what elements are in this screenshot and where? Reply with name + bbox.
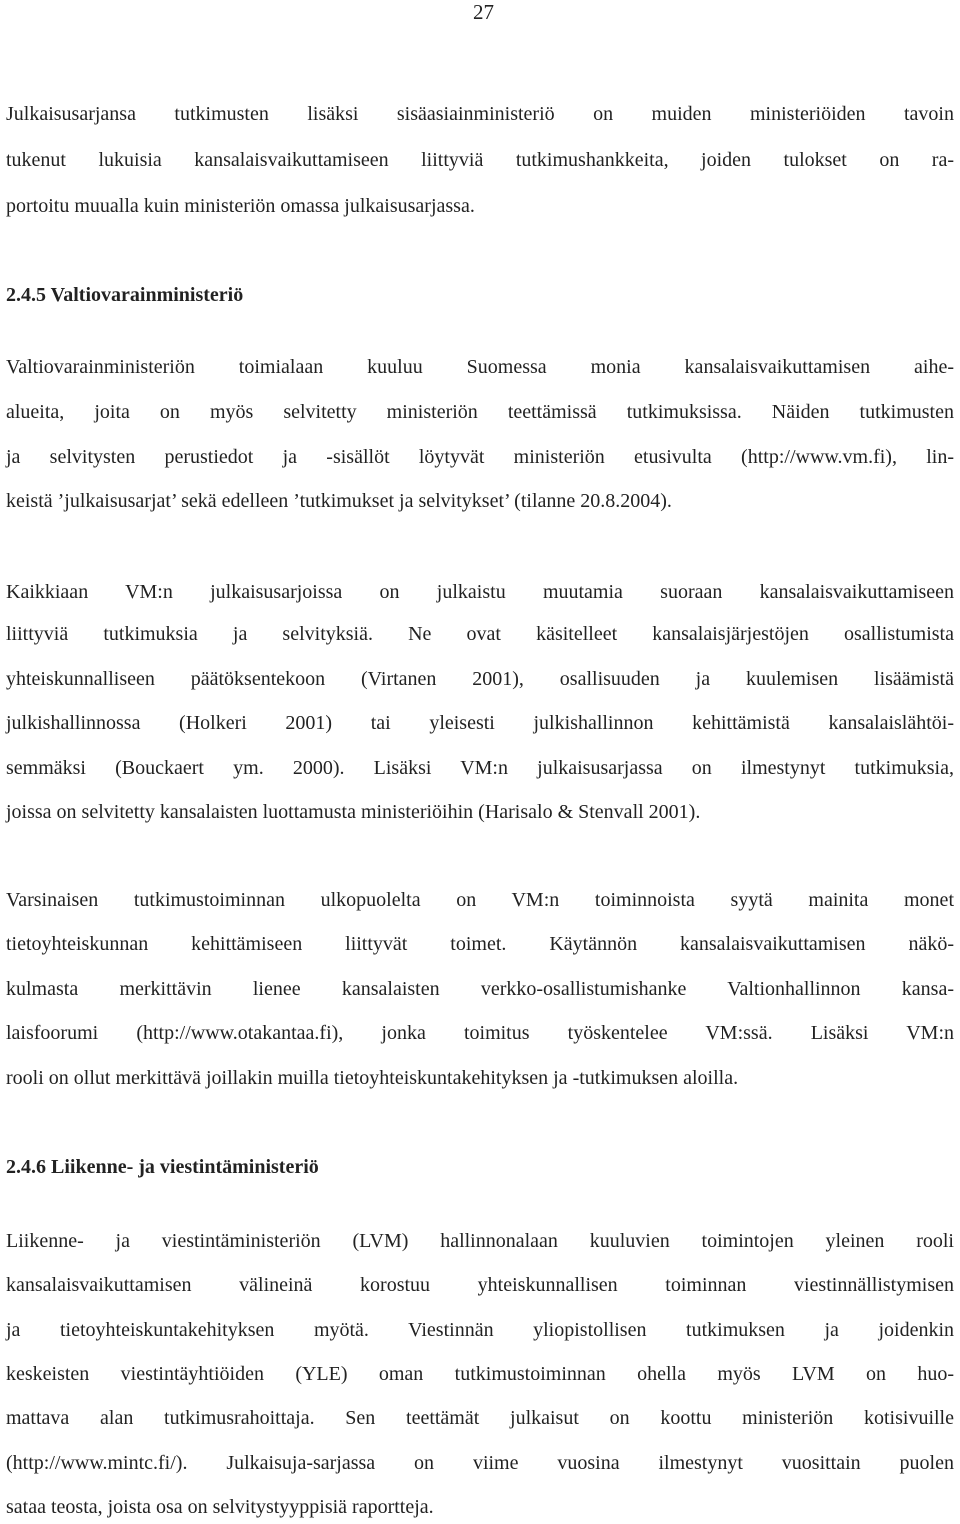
text-line: ja tietoyhteiskuntakehityksen myötä. Viestinnän yliopistollisen tutkimuksen ja joidenkin bbox=[6, 1319, 954, 1341]
text-line: keskeisten viestintäyhtiöiden (YLE) oman tutkimustoiminnan ohella myös LVM on huo- bbox=[6, 1363, 954, 1385]
text-line: mattava alan tutkimusrahoittaja. Sen teettämät julkaisut on koottu ministeriön kotisivuille bbox=[6, 1407, 954, 1429]
text-line: (http://www.mintc.fi/). Julkaisuja-sarjassa on viime vuosina ilmestynyt vuosittain puolen bbox=[6, 1452, 954, 1474]
text-line: alueita, joita on myös selvitetty ministeriön teettämissä tutkimuksissa. Näiden tutkimusten bbox=[6, 401, 954, 423]
text-line: tukenut lukuisia kansalaisvaikuttamiseen liittyviä tutkimushankkeita, joiden tulokset on ra- bbox=[6, 149, 954, 171]
text-line: sataa teosta, joista osa on selvitystyyppisiä raportteja. bbox=[6, 1496, 434, 1518]
section-heading-2-4-6: 2.4.6 Liikenne- ja viestintäministeriö bbox=[6, 1156, 319, 1178]
page-number: 27 bbox=[473, 0, 494, 24]
text-line: laisfoorumi (http://www.otakantaa.fi), jonka toimitus työskentelee VM:ssä. Lisäksi VM:n bbox=[6, 1022, 954, 1044]
text-line: kulmasta merkittävin lienee kansalaisten verkko-osallistumishanke Valtionhallinnon kansa- bbox=[6, 978, 954, 1000]
text-line: julkishallinnossa (Holkeri 2001) tai yleisesti julkishallinnon kehittämistä kansalaislähtöi- bbox=[6, 712, 954, 734]
text-line: Varsinaisen tutkimustoiminnan ulkopuolelta on VM:n toiminnoista syytä mainita monet bbox=[6, 889, 954, 911]
text-line: Liikenne- ja viestintäministeriön (LVM) hallinnonalaan kuuluvien toimintojen yleinen rooli bbox=[6, 1230, 954, 1252]
text-line: tietoyhteiskunnan kehittämiseen liittyvät toimet. Käytännön kansalaisvaikuttamisen näkö- bbox=[6, 933, 954, 955]
text-line: Kaikkiaan VM:n julkaisusarjoissa on julkaistu muutamia suoraan kansalaisvaikuttamiseen bbox=[6, 581, 954, 603]
text-line: rooli on ollut merkittävä joillakin muilla tietoyhteiskuntakehityksen ja -tutkimuksen aloilla. bbox=[6, 1067, 739, 1089]
text-line: liittyviä tutkimuksia ja selvityksiä. Ne ovat käsitelleet kansalaisjärjestöjen osallistumista bbox=[6, 623, 954, 645]
text-line: yhteiskunnalliseen päätöksentekoon (Virtanen 2001), osallisuuden ja kuulemisen lisäämistä bbox=[6, 668, 954, 690]
text-line: ja selvitysten perustiedot ja -sisällöt löytyvät ministeriön etusivulta (http://www.vm.fi), lin- bbox=[6, 446, 954, 468]
text-line: Julkaisusarjansa tutkimusten lisäksi sisäasiainministeriö on muiden ministeriöiden tavoin bbox=[6, 103, 954, 125]
text-line: kansalaisvaikuttamisen välineinä korostuu yhteiskunnallisen toiminnan viestinnällistymisen bbox=[6, 1274, 954, 1296]
section-heading-2-4-5: 2.4.5 Valtiovarainministeriö bbox=[6, 284, 244, 306]
text-line: joissa on selvitetty kansalaisten luottamusta ministeriöihin (Harisalo & Stenvall 2001). bbox=[6, 801, 701, 823]
text-line: keistä ’julkaisusarjat’ sekä edelleen ’tutkimukset ja selvitykset’ (tilanne 20.8.2004). bbox=[6, 490, 672, 512]
text-line: Valtiovarainministeriön toimialaan kuuluu Suomessa monia kansalaisvaikuttamisen aihe- bbox=[6, 356, 954, 378]
text-line: portoitu muualla kuin ministeriön omassa julkaisusarjassa. bbox=[6, 195, 475, 217]
text-line: semmäksi (Bouckaert ym. 2000). Lisäksi VM:n julkaisusarjassa on ilmestynyt tutkimuksia, bbox=[6, 757, 954, 779]
